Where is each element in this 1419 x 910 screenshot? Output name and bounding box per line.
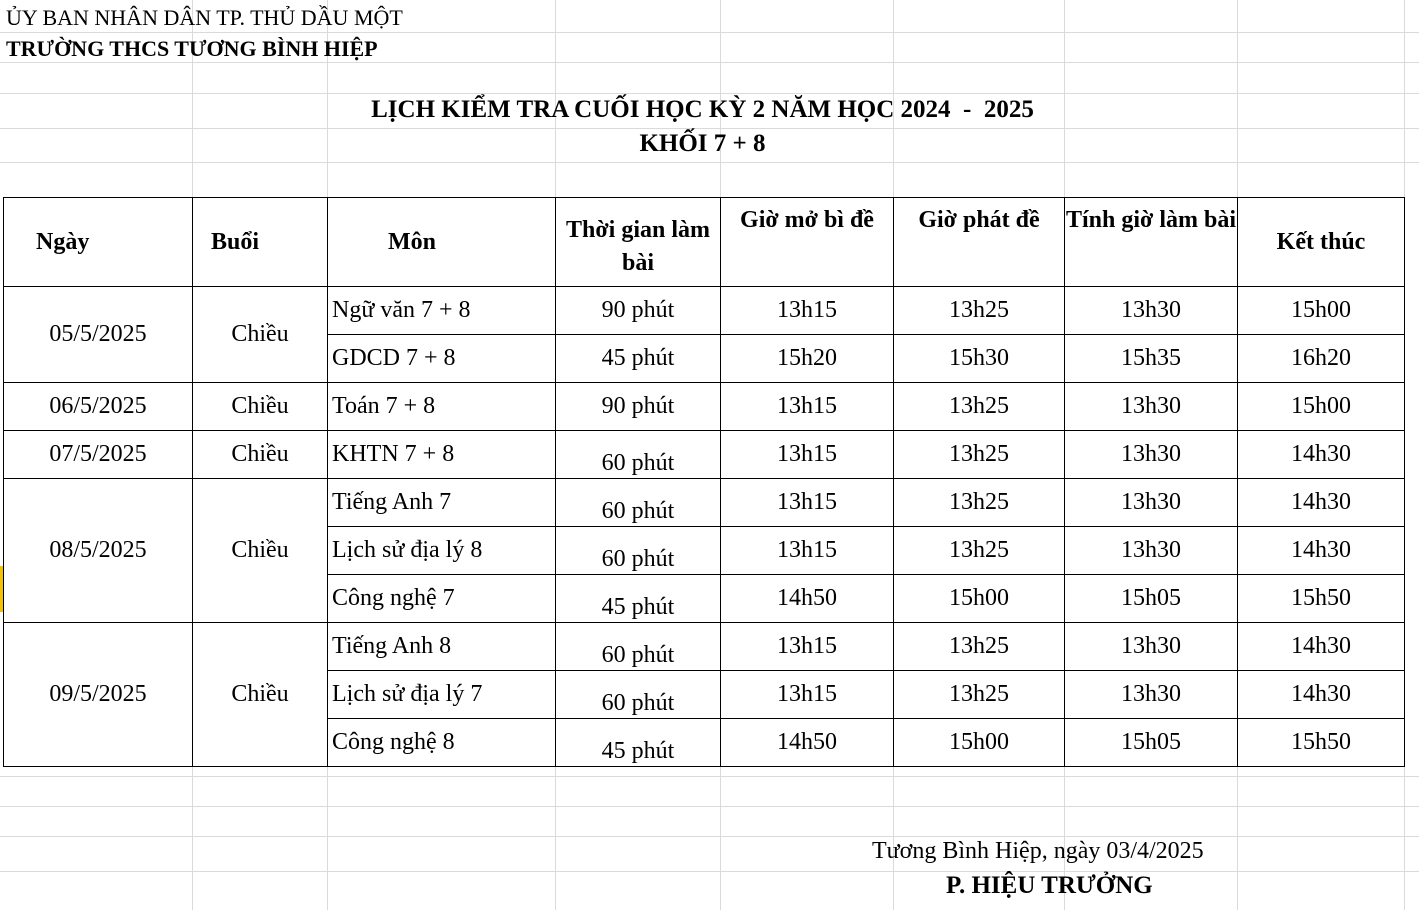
- duration-cell: 90 phút: [556, 383, 721, 431]
- start-time-cell: 15h05: [1065, 575, 1238, 623]
- open-time-cell: 13h15: [721, 479, 894, 527]
- end-time-cell: 16h20: [1238, 335, 1405, 383]
- distribute-time-cell: 15h30: [894, 335, 1065, 383]
- duration-cell: 60 phút: [556, 671, 721, 719]
- open-time-cell: 13h15: [721, 671, 894, 719]
- duration-cell: 45 phút: [556, 575, 721, 623]
- col-header-date: Ngày: [4, 198, 193, 287]
- col-header-end: Kết thúc: [1238, 198, 1405, 287]
- end-time-cell: 14h30: [1238, 431, 1405, 479]
- date-cell: 09/5/2025: [4, 623, 193, 767]
- duration-cell: 60 phút: [556, 431, 721, 479]
- subject-cell: Công nghệ 8: [328, 719, 556, 767]
- distribute-time-cell: 13h25: [894, 527, 1065, 575]
- open-time-cell: 13h15: [721, 527, 894, 575]
- open-time-cell: 13h15: [721, 623, 894, 671]
- duration-cell: 60 phút: [556, 479, 721, 527]
- start-time-cell: 15h35: [1065, 335, 1238, 383]
- end-time-cell: 15h00: [1238, 287, 1405, 335]
- subject-cell: Công nghệ 7: [328, 575, 556, 623]
- session-cell: Chiều: [193, 287, 328, 383]
- subject-cell: Ngữ văn 7 + 8: [328, 287, 556, 335]
- table-header-row: [4, 198, 1405, 287]
- subject-cell: KHTN 7 + 8: [328, 431, 556, 479]
- duration-cell: 60 phút: [556, 623, 721, 671]
- table-row: [4, 431, 1405, 479]
- end-time-cell: 14h30: [1238, 623, 1405, 671]
- col-header-open-envelope: Giờ mở bì đề: [721, 198, 894, 287]
- date-cell: 06/5/2025: [4, 383, 193, 431]
- subject-cell: Tiếng Anh 8: [328, 623, 556, 671]
- table-row: [4, 623, 1405, 671]
- open-time-cell: 14h50: [721, 719, 894, 767]
- start-time-cell: 13h30: [1065, 383, 1238, 431]
- end-time-cell: 15h00: [1238, 383, 1405, 431]
- start-time-cell: 13h30: [1065, 479, 1238, 527]
- distribute-time-cell: 13h25: [894, 479, 1065, 527]
- col-header-start: Tính giờ làm bài: [1065, 198, 1238, 287]
- end-time-cell: 15h50: [1238, 575, 1405, 623]
- authority-name: ỦY BAN NHÂN DÂN TP. THỦ DẦU MỘT: [6, 5, 403, 30]
- col-header-duration: Thời gian làm bài: [556, 198, 721, 287]
- document-title: LỊCH KIỂM TRA CUỐI HỌC KỲ 2 NĂM HỌC 2024 - 2025: [371, 96, 1034, 123]
- signature-role: P. HIỆU TRƯỞNG: [946, 872, 1153, 899]
- open-time-cell: 13h15: [721, 383, 894, 431]
- table-row: [4, 287, 1405, 335]
- start-time-cell: 13h30: [1065, 527, 1238, 575]
- start-time-cell: 13h30: [1065, 623, 1238, 671]
- subject-cell: Toán 7 + 8: [328, 383, 556, 431]
- distribute-time-cell: 13h25: [894, 287, 1065, 335]
- open-time-cell: 13h15: [721, 431, 894, 479]
- session-cell: Chiều: [193, 383, 328, 431]
- subject-cell: Lịch sử địa lý 7: [328, 671, 556, 719]
- open-time-cell: 14h50: [721, 575, 894, 623]
- distribute-time-cell: 13h25: [894, 623, 1065, 671]
- open-time-cell: 13h15: [721, 287, 894, 335]
- exam-schedule-table: [3, 197, 1405, 767]
- end-time-cell: 15h50: [1238, 719, 1405, 767]
- date-cell: 08/5/2025: [4, 479, 193, 623]
- signature-place-date: Tương Bình Hiệp, ngày 03/4/2025: [872, 838, 1204, 864]
- date-cell: 05/5/2025: [4, 287, 193, 383]
- session-cell: Chiều: [193, 431, 328, 479]
- table-row: [4, 479, 1405, 527]
- distribute-time-cell: 15h00: [894, 719, 1065, 767]
- session-cell: Chiều: [193, 623, 328, 767]
- end-time-cell: 14h30: [1238, 527, 1405, 575]
- col-header-distribute: Giờ phát đề: [894, 198, 1065, 287]
- start-time-cell: 13h30: [1065, 431, 1238, 479]
- school-name: TRƯỜNG THCS TƯƠNG BÌNH HIỆP: [6, 36, 378, 61]
- date-cell: 07/5/2025: [4, 431, 193, 479]
- distribute-time-cell: 15h00: [894, 575, 1065, 623]
- duration-cell: 90 phút: [556, 287, 721, 335]
- end-time-cell: 14h30: [1238, 671, 1405, 719]
- duration-cell: 60 phút: [556, 527, 721, 575]
- subject-cell: Lịch sử địa lý 8: [328, 527, 556, 575]
- distribute-time-cell: 13h25: [894, 671, 1065, 719]
- end-time-cell: 14h30: [1238, 479, 1405, 527]
- duration-cell: 45 phút: [556, 335, 721, 383]
- duration-cell: 45 phút: [556, 719, 721, 767]
- start-time-cell: 13h30: [1065, 287, 1238, 335]
- distribute-time-cell: 13h25: [894, 431, 1065, 479]
- distribute-time-cell: 13h25: [894, 383, 1065, 431]
- open-time-cell: 15h20: [721, 335, 894, 383]
- session-cell: Chiều: [193, 479, 328, 623]
- col-header-session: Buổi: [193, 198, 328, 287]
- subject-cell: Tiếng Anh 7: [328, 479, 556, 527]
- subject-cell: GDCD 7 + 8: [328, 335, 556, 383]
- table-row: [4, 383, 1405, 431]
- document-subtitle: KHỐI 7 + 8: [639, 130, 766, 157]
- col-header-subject: Môn: [328, 198, 556, 287]
- start-time-cell: 13h30: [1065, 671, 1238, 719]
- start-time-cell: 15h05: [1065, 719, 1238, 767]
